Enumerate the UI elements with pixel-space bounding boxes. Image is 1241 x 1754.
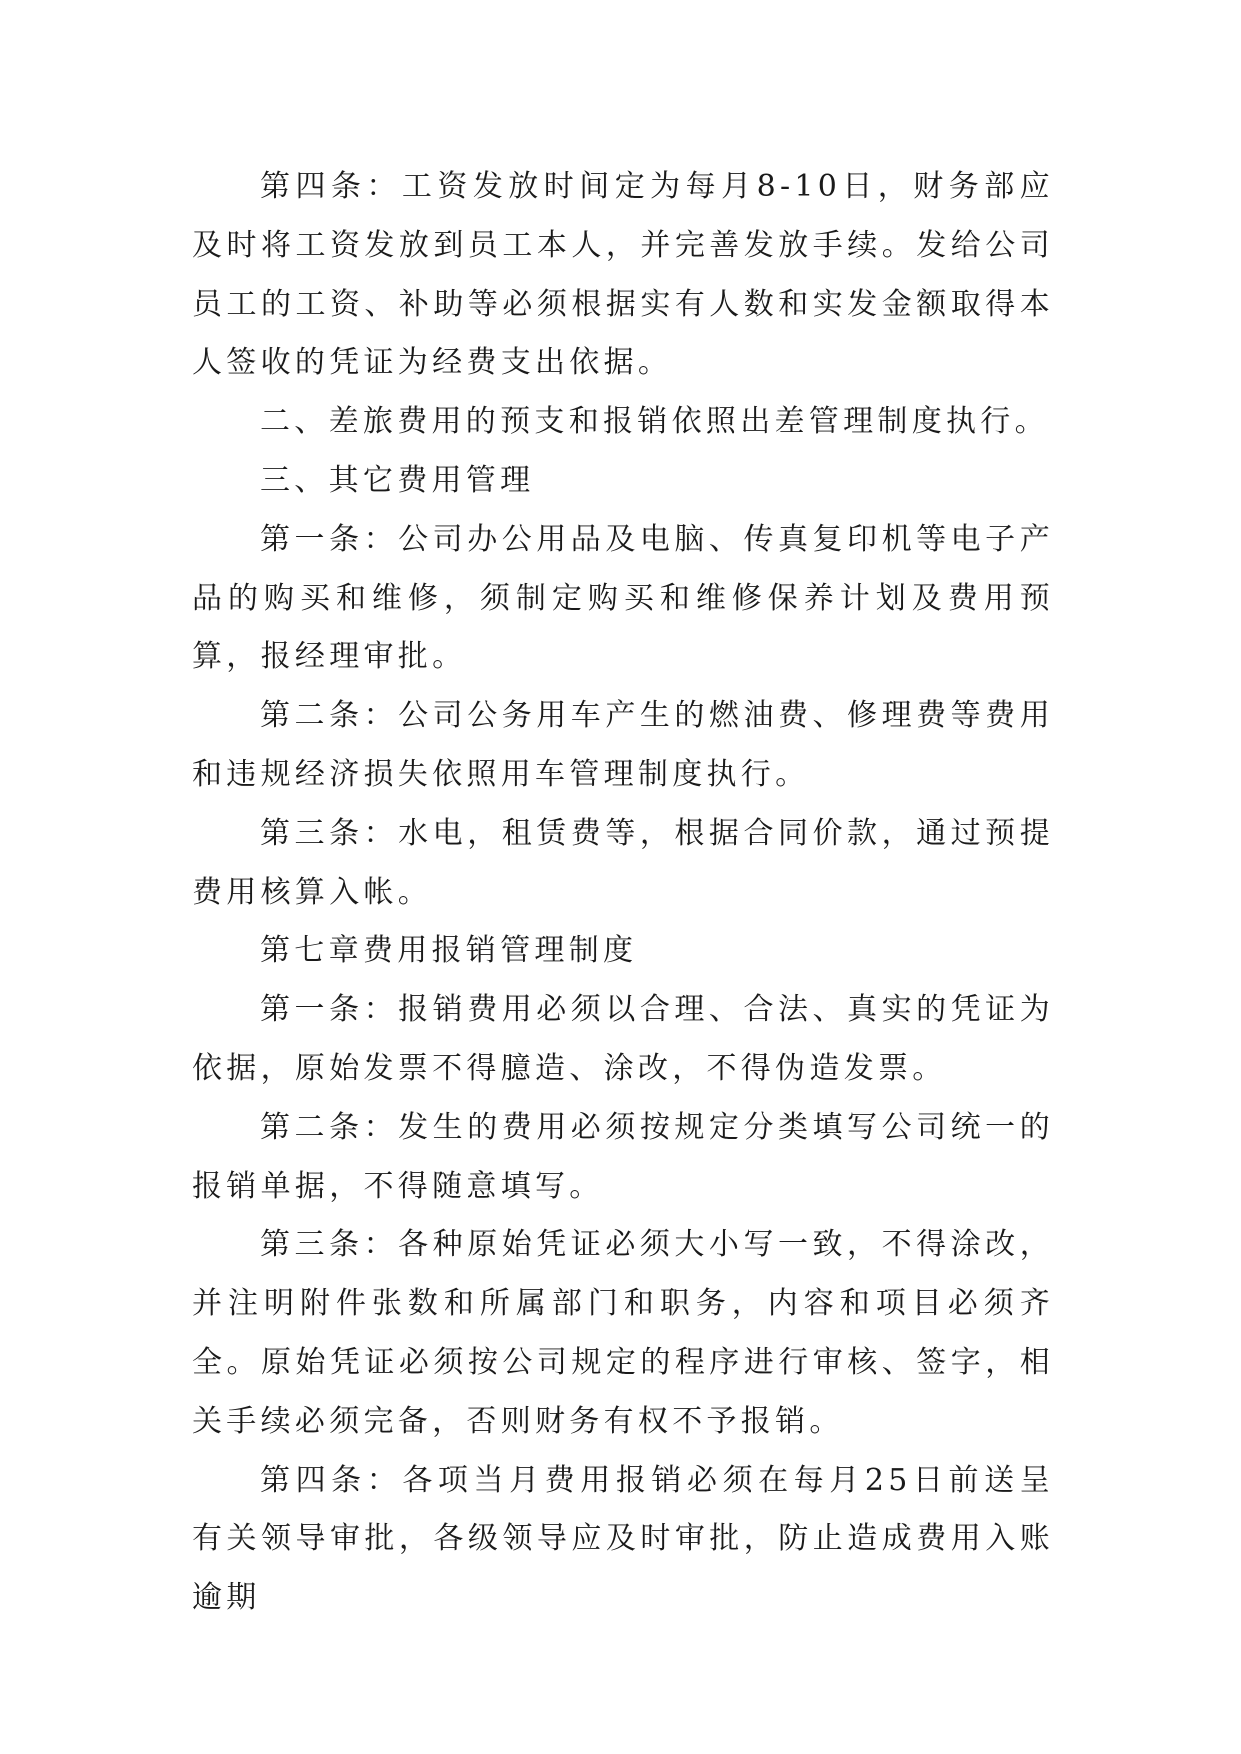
- article-4-salary-payment: 第四条：工资发放时间定为每月8-10日，财务部应及时将工资发放到员工本人，并完善发放手续。发给公司员工的工资、补助等必须根据实有人数和实发金额取得本人签收的凭证为经费支出依据。: [192, 169, 1054, 381]
- chapter-7-article-3: 第三条：各种原始凭证必须大小写一致，不得涂改，并注明附件张数和所属部门和职务，内容和项目必须齐全。原始凭证必须按公司规定的程序进行审核、签字，相关手续必须完备，否则财务有权不予报销。: [192, 1227, 1054, 1439]
- section-2-travel-expenses: 二、差旅费用的预支和报销依照出差管理制度执行。: [260, 404, 1049, 440]
- article-2-company-vehicles: 第二条：公司公务用车产生的燃油费、修理费等费用和违规经济损失依照用车管理制度执行。: [192, 698, 1054, 792]
- chapter-7-article-2: 第二条：发生的费用必须按规定分类填写公司统一的报销单据，不得随意填写。: [192, 1109, 1054, 1204]
- article-1-office-supplies: 第一条：公司办公用品及电脑、传真复印机等电子产品的购买和维修，须制定购买和维修保养计划及费用预算，报经理审批。: [192, 521, 1054, 675]
- section-3-heading: 三、其它费用管理: [260, 462, 535, 498]
- chapter-7-article-4: 第四条：各项当月费用报销必须在每月25日前送呈有关领导审批，各级领导应及时审批，防止造成费用入账逾期: [192, 1462, 1054, 1616]
- chapter-7-heading: 第七章费用报销管理制度: [260, 933, 638, 969]
- document-body: [192, 158, 1054, 1628]
- chapter-7-article-1: 第一条：报销费用必须以合理、合法、真实的凭证为依据，原始发票不得臆造、涂改，不得伪造发票。: [192, 992, 1054, 1086]
- article-3-utilities-rent: 第三条：水电，租赁费等，根据合同价款，通过预提费用核算入帐。: [192, 815, 1054, 910]
